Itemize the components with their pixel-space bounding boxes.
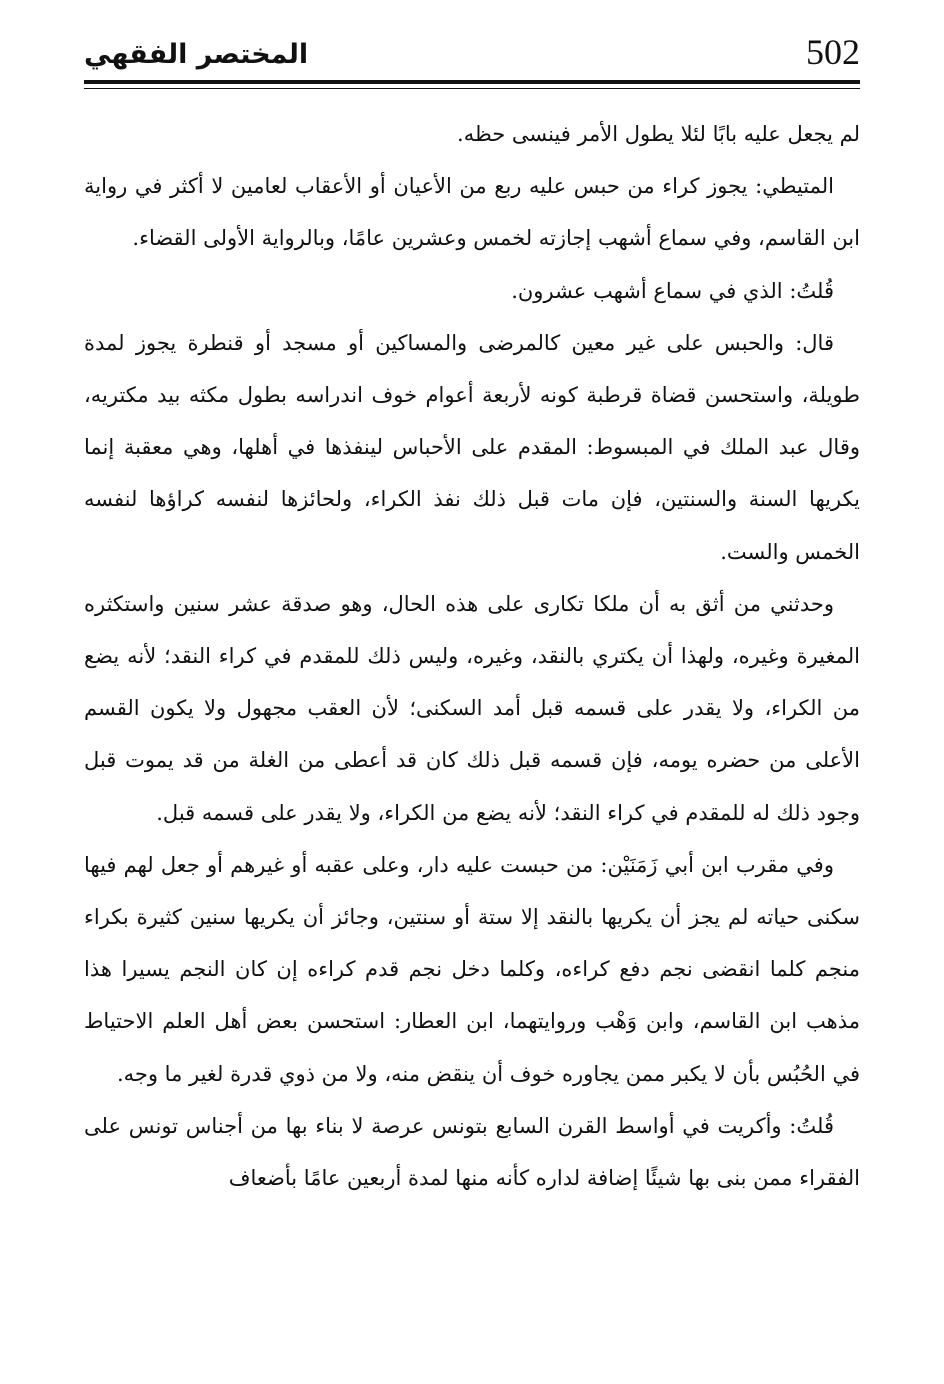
paragraph-3 — [84, 265, 860, 317]
paragraph-text: وفي مقرب ابن أبي زَمَنَيْن: من حبست عليه دار، وعلى عقبه أو غيرهم أو جعل لهم فيها سكنى حياته لم يجز أن يكريها بالنقد إلا ستة أو سنتين، وجائز أن يكريها سنين كثيرة بكراء منجم كلما انقضى نجم دفع كراءه، وكلما دخل نجم قدم كراءه إن كان النجم يسيرا هذا مذهب ابن القاسم، وابن وَهْب وروايتهما، ابن العطار: استحسن بعض أهل العلم الاحتياط في الحُبُس بأن لا يكبر ممن يجاوره خوف أن ينقض منه، ولا من ذوي قدرة لغير ما وجه. — [84, 852, 860, 1086]
paragraph-4 — [84, 317, 860, 578]
paragraph-1 — [84, 108, 860, 160]
paragraph-lead: قُلتُ: — [789, 278, 834, 303]
paragraph-text: لم يجعل عليه بابًا لئلا يطول الأمر فينسى حظه. — [457, 122, 860, 146]
paragraph-text: وحدثني من أثق به أن ملكا تكارى على هذه الحال، وهو صدقة عشر سنين واستكثره المغيرة وغيره، ولهذا أن يكتري بالنقد، وغيره، وليس ذلك للمقدم في كراء النقد؛ لأنه يضع من الكراء، ولا يقدر على قسمه قبل أمد السكنى؛ لأن العقب مجهول ولا يكون القسم الأعلى من حضره يومه، فإن قسمه قبل ذلك كان قد أعطى من الغلة من قد يموت قبل وجود ذلك له للمقدم في كراء النقد؛ لأنه يضع من الكراء، ولا يقدر على قسمه قبل. — [84, 591, 860, 825]
header-rule-thin — [84, 88, 860, 89]
paragraph-text: المتيطي: يجوز كراء من حبس عليه ربع من الأعيان أو الأعقاب لعامين لا أكثر في رواية ابن القاسم، وفي سماع أشهب إجازته لخمس وعشرين عامًا، وبالرواية الأولى القضاء. — [84, 174, 860, 251]
body-text — [84, 108, 860, 1348]
page-number: 502 — [806, 32, 860, 72]
paragraph-text: الذي في سماع أشهب عشرون. — [511, 278, 783, 303]
paragraph-5 — [84, 578, 860, 839]
paragraph-6 — [84, 839, 860, 1100]
paragraph-text: وأكريت في أواسط القرن السابع بتونس عرصة لا بناء بها من أجناس تونس على الفقراء ممن بنى بها شيئًا إضافة لداره كأنه منها لمدة أربعين عامًا بأضعاف — [84, 1113, 860, 1191]
running-title: المختصر الفقهي — [84, 39, 309, 70]
header-rule-thick — [84, 80, 860, 84]
paragraph-7 — [84, 1100, 860, 1204]
paragraph-text: قال: والحبس على غير معين كالمرضى والمساكين أو مسجد أو قنطرة يجوز لمدة طويلة، واستحسن قضاة قرطبة كونه لأربعة أعوام خوف اندراسه بطول مكثه بيد مكتريه، وقال عبد الملك في المبسوط: المقدم على الأحباس لينفذها في أهلها، وهي معقبة إنما يكريها السنة والسنتين، فإن مات قبل ذلك نفذ الكراء، ولحائزها لنفسه كراؤها لنفسه الخمس والست. — [84, 330, 860, 564]
paragraph-lead: قُلتُ: — [789, 1113, 834, 1138]
page-header — [84, 26, 860, 80]
paragraph-2 — [84, 160, 860, 264]
